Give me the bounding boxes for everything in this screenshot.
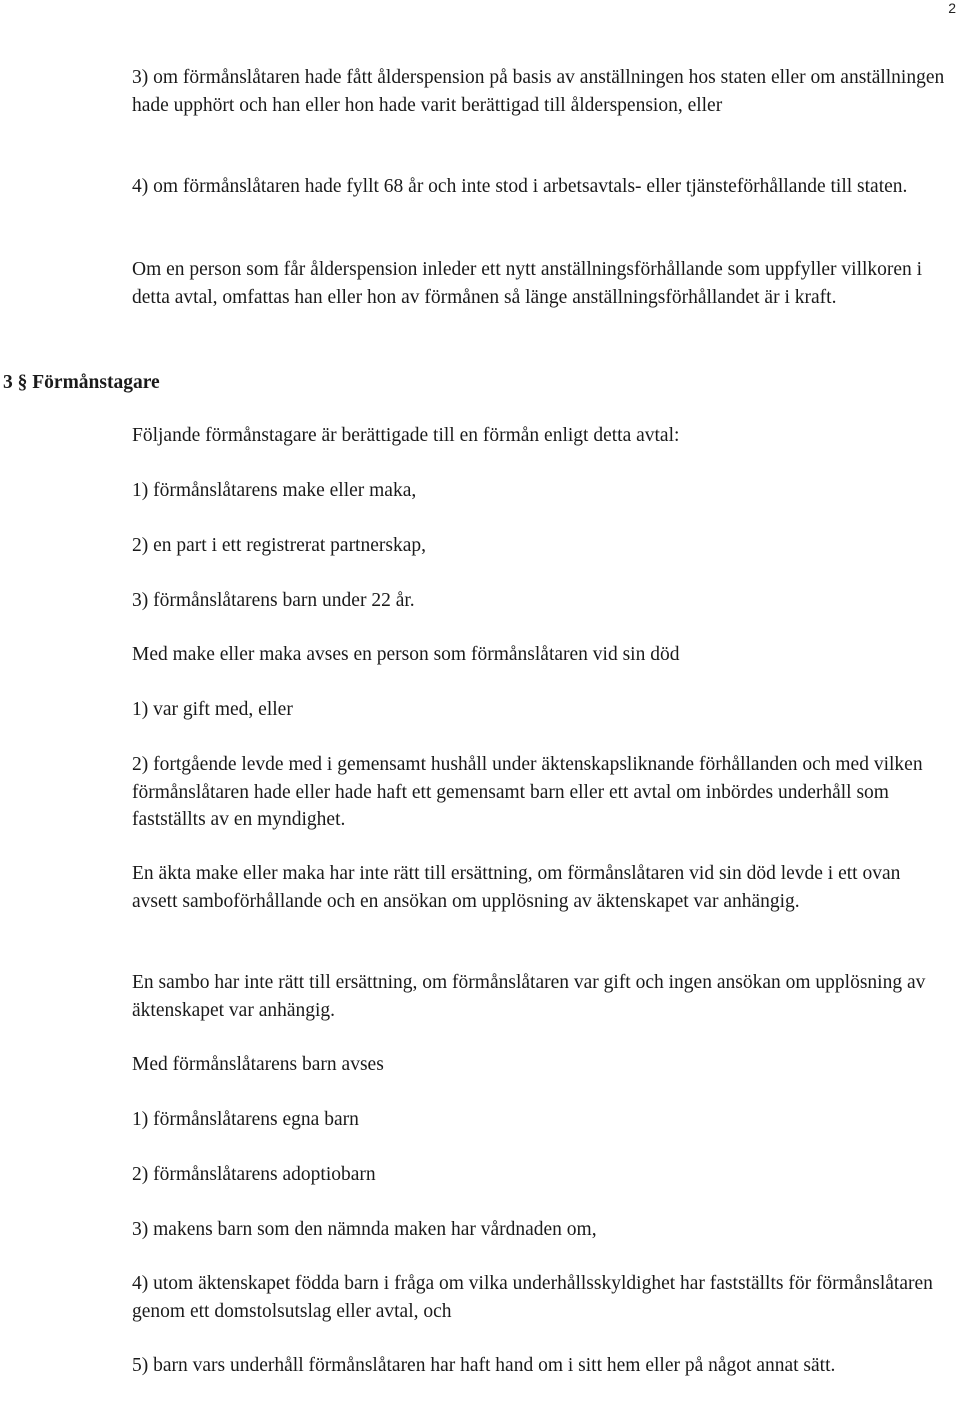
section-number: 3 [3, 372, 13, 393]
paragraph-spouse-definition: Med make eller maka avses en person som förmånslåtaren vid sin död [132, 644, 680, 665]
list-item-children-born-outside-marriage: 4) utom äktenskapet födda barn i fråga om vilka underhållsskyldighet har fastställts för förmånslåtaren genom ett domstolsutslag eller avtal, och [132, 1273, 933, 1322]
paragraph-beneficiaries-intro: Följande förmånstagare är berättigade till en förmån enligt detta avtal: [132, 425, 680, 446]
paragraph-age-68-condition: 4) om förmånslåtaren hade fyllt 68 år och inte stod i arbetsavtals- eller tjänsteförhållande till staten. [132, 176, 908, 197]
list-item-children-under-22: 3) förmånslåtarens barn under 22 år. [132, 590, 415, 611]
paragraph-new-employment: Om en person som får ålderspension inleder ett nytt anställningsförhållande som uppfyller villkoren i detta avtal, omfattas han eller hon av förmånen så länge anställningsförhållandet är i kraft. [132, 259, 923, 308]
list-item-cohabiting: 2) fortgående levde med i gemensamt hushåll under äktenskapsliknande förhållanden och med vilken förmånslåtaren hade eller hade haft ett gemensamt barn eller ett avtal om inbördes underhåll som fastställts av en myndighet. [132, 754, 923, 830]
paragraph-cohabitant-no-compensation: En sambo har inte rätt till ersättning, om förmånslåtaren var gift och ingen ansökan om upplösning av äktenskapet var anhängig. [132, 972, 926, 1021]
page-number: 2 [948, 0, 956, 16]
section-symbol: § [17, 372, 28, 393]
list-item-own-children: 1) förmånslåtarens egna barn [132, 1109, 359, 1130]
list-item-spouse: 1) förmånslåtarens make eller maka, [132, 480, 417, 501]
paragraph-spouse-no-compensation: En äkta make eller maka har inte rätt till ersättning, om förmånslåtaren vid sin död levde i ett ovan avsett samboförhållande och en ansökan om upplösning av äktenskapet var anhängig. [132, 863, 901, 912]
paragraph-children-definition: Med förmånslåtarens barn avses [132, 1054, 384, 1075]
section-title: Förmånstagare [32, 372, 160, 393]
list-item-adopted-children: 2) förmånslåtarens adoptiobarn [132, 1164, 376, 1185]
list-item-spouse-children: 3) makens barn som den nämnda maken har vårdnaden om, [132, 1219, 597, 1240]
list-item-supported-children: 5) barn vars underhåll förmånslåtaren har haft hand om i sitt hem eller på något annat sätt. [132, 1355, 836, 1376]
list-item-registered-partner: 2) en part i ett registrerat partnerskap, [132, 535, 426, 556]
section-heading [3, 369, 160, 397]
paragraph-retirement-pension-condition: 3) om förmånslåtaren hade fått ålderspension på basis av anställningen hos staten eller om anställningen hade upphört och han eller hon hade varit berättigad till ålderspension, eller [132, 67, 945, 116]
list-item-married: 1) var gift med, eller [132, 699, 293, 720]
